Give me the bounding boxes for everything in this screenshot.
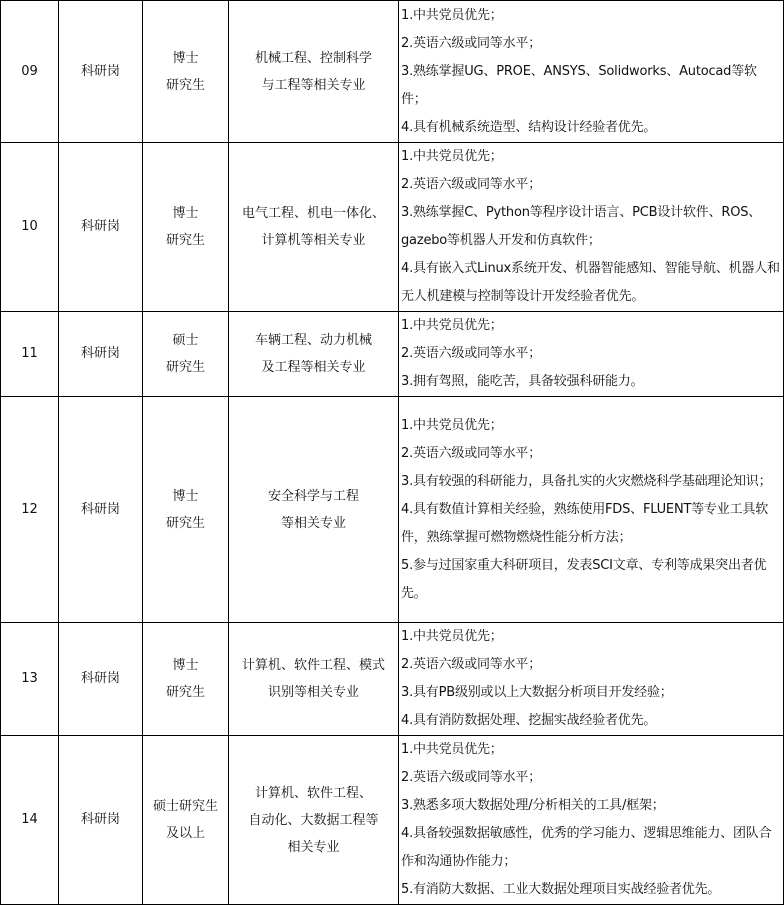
requirement-item: 3.熟悉多项大数据处理/分析相关的工具/框架； <box>401 798 665 813</box>
degree-line: 研究生 <box>165 360 205 375</box>
requirements-cell <box>399 623 784 736</box>
post-id: 09 <box>1 1 59 143</box>
requirement-item: 3.熟练掌握C、Python等程序设计语言、PCB设计软件、ROS、gazebo等机器人开发和仿真软件； <box>401 205 762 248</box>
requirement-item: 3.熟练掌握UG、PROE、ANSYS、Solidworks、Autocad等软件； <box>401 63 757 107</box>
post-role: 科研岗 <box>59 1 143 143</box>
degree-line: 硕士研究生 <box>152 799 218 814</box>
requirement-item: 2.英语六级或同等水平； <box>401 657 542 672</box>
major-cell <box>229 1 399 143</box>
degree-cell <box>143 312 229 397</box>
requirements-cell <box>399 143 784 312</box>
requirements-cell <box>399 736 784 905</box>
degree-line: 博士 <box>172 50 199 66</box>
requirement-item: 3.具有PB级别或以上大数据分析项目开发经验； <box>401 685 673 700</box>
post-role: 科研岗 <box>59 397 143 623</box>
requirements-cell <box>399 312 784 397</box>
major-line: 自动化、大数据工程等 <box>248 812 379 828</box>
requirements-cell <box>399 397 784 623</box>
degree-cell <box>143 736 229 905</box>
post-id: 12 <box>1 397 59 623</box>
post-role: 科研岗 <box>59 312 143 397</box>
major-line: 计算机等相关专业 <box>261 233 366 248</box>
major-line: 安全科学与工程 <box>267 488 359 504</box>
requirement-item: 2.英语六级或同等水平； <box>401 445 542 461</box>
requirement-item: 3.拥有驾照，能吃苦，具备较强科研能力。 <box>401 374 644 389</box>
requirement-item: 1.中共党员优先； <box>401 742 503 757</box>
major-line: 计算机、软件工程、 <box>254 785 372 801</box>
requirement-item: 1.中共党员优先； <box>401 629 503 644</box>
requirements-cell <box>399 1 784 143</box>
major-line: 与工程等相关专业 <box>261 77 366 93</box>
post-id: 13 <box>1 623 59 736</box>
table-row <box>1 623 784 736</box>
post-role: 科研岗 <box>59 143 143 312</box>
degree-line: 硕士 <box>172 333 199 348</box>
table-row <box>1 736 784 905</box>
requirement-item: 4.具有消防数据处理、挖掘实战经验者优先。 <box>401 713 657 728</box>
requirement-item: 3.具有较强的科研能力，具备扎实的火灾燃烧科学基础理论知识； <box>401 473 772 489</box>
major-cell <box>229 143 399 312</box>
degree-line: 研究生 <box>165 685 205 700</box>
table-row <box>1 1 784 143</box>
degree-cell <box>143 143 229 312</box>
post-role: 科研岗 <box>59 736 143 905</box>
post-id: 11 <box>1 312 59 397</box>
major-line: 计算机、软件工程、模式 <box>241 658 385 673</box>
degree-cell <box>143 623 229 736</box>
degree-line: 博士 <box>172 488 199 504</box>
major-cell <box>229 736 399 905</box>
degree-line: 博士 <box>172 658 199 673</box>
degree-line: 研究生 <box>165 77 205 93</box>
requirement-item: 1.中共党员优先； <box>401 149 503 164</box>
major-cell <box>229 397 399 623</box>
requirement-item: 5.有消防大数据、工业大数据处理项目实战经验者优先。 <box>401 882 721 897</box>
major-cell <box>229 623 399 736</box>
major-line: 识别等相关专业 <box>267 685 359 700</box>
table-row <box>1 312 784 397</box>
degree-cell <box>143 1 229 143</box>
post-role: 科研岗 <box>59 623 143 736</box>
degree-line: 研究生 <box>165 233 205 248</box>
requirement-item: 5.参与过国家重大科研项目，发表SCI文章、专利等成果突出者优先。 <box>401 557 767 601</box>
table-row <box>1 397 784 623</box>
requirement-item: 4.具有嵌入式Linux系统开发、机器智能感知、智能导航、机器人和无人机建模与控制等设计开发经验者优先。 <box>401 261 780 304</box>
requirement-item: 2.英语六级或同等水平； <box>401 770 542 785</box>
degree-cell <box>143 397 229 623</box>
major-line: 电气工程、机电一体化、 <box>241 206 385 221</box>
degree-line: 及以上 <box>165 826 205 841</box>
requirement-item: 4.具有数值计算相关经验，熟练使用FDS、FLUENT等专业工具软件，熟练掌握可燃物燃烧性能分析方法； <box>401 501 769 545</box>
table-row <box>1 143 784 312</box>
post-id: 10 <box>1 143 59 312</box>
requirement-item: 2.英语六级或同等水平； <box>401 35 542 51</box>
major-cell <box>229 312 399 397</box>
major-line: 机械工程、控制科学 <box>254 50 372 66</box>
degree-line: 博士 <box>172 206 199 221</box>
degree-line: 研究生 <box>165 515 205 531</box>
major-line: 及工程等相关专业 <box>261 360 366 375</box>
major-line: 车辆工程、动力机械 <box>254 333 372 348</box>
post-id: 14 <box>1 736 59 905</box>
requirement-item: 4.具备较强数据敏感性，优秀的学习能力、逻辑思维能力、团队合作和沟通协作能力； <box>401 826 772 869</box>
requirement-item: 1.中共党员优先； <box>401 417 503 433</box>
requirement-item: 2.英语六级或同等水平； <box>401 346 542 361</box>
requirement-item: 4.具有机械系统造型、结构设计经验者优先。 <box>401 119 657 135</box>
requirement-item: 1.中共党员优先； <box>401 7 503 23</box>
requirement-item: 1.中共党员优先； <box>401 318 503 333</box>
major-line: 相关专业 <box>287 839 340 855</box>
requirement-item: 2.英语六级或同等水平； <box>401 177 542 192</box>
major-line: 等相关专业 <box>280 515 346 531</box>
